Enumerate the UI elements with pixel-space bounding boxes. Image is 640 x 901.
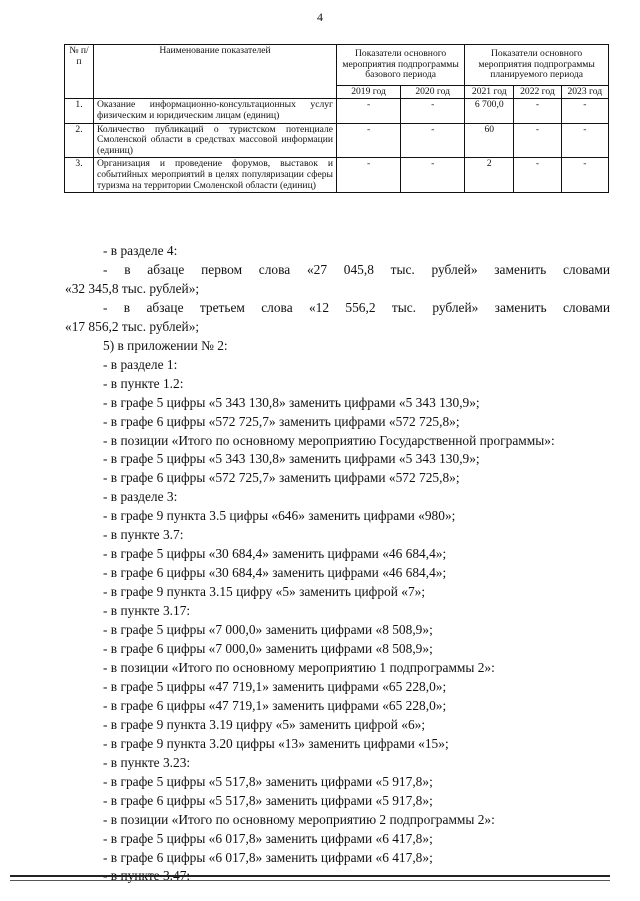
text-line: - в позиции «Итого по основному мероприятию 1 подпрограммы 2»: xyxy=(103,659,495,675)
table-row xyxy=(65,99,609,123)
text-line: - в графе 9 пункта 3.20 цифры «13» заменить цифрами «15»; xyxy=(103,735,449,751)
text-line: - в абзаце третьем слова «12 556,2 тыс. рублей» заменить словами xyxy=(103,299,610,315)
text-line: - в графе 5 цифры «30 684,4» заменить цифрами «46 684,4»; xyxy=(103,546,447,562)
text-line: - в графе 6 цифры «30 684,4» заменить цифрами «46 684,4»; xyxy=(103,565,447,581)
row-value: - xyxy=(514,158,561,193)
row-value: - xyxy=(337,99,401,123)
row-value: - xyxy=(401,99,465,123)
row-value: - xyxy=(561,158,608,193)
text-line: - в пункте 3.7: xyxy=(103,527,184,543)
year-cell: 2019 год xyxy=(337,85,401,99)
text-line: «32 345,8 тыс. рублей»; xyxy=(65,280,200,296)
footer-rule-thin xyxy=(10,880,610,881)
row-value: - xyxy=(561,99,608,123)
text-line: - в пункте 3.17: xyxy=(103,603,191,619)
text-line: - в пункте 3.23: xyxy=(103,754,191,770)
row-name: Оказание информационно-консультационных услуг физическим и юридическим лицам (единиц) xyxy=(94,99,337,123)
text-line: - в графе 5 цифры «7 000,0» заменить цифрами «8 508,9»; xyxy=(103,622,433,638)
text-line: - в графе 6 цифры «5 517,8» заменить цифрами «5 917,8»; xyxy=(103,792,433,808)
year-cell: 2021 год xyxy=(465,85,514,99)
text-line: - в абзаце первом слова «27 045,8 тыс. рублей» заменить словами xyxy=(103,261,610,277)
row-value: 60 xyxy=(465,123,514,158)
table-row xyxy=(65,123,609,158)
text-line: - в графе 6 цифры «572 725,7» заменить цифрами «572 725,8»; xyxy=(103,413,460,429)
row-name: Количество публикаций о туристском потенциале Смоленской области в средствах массовой информации (единиц) xyxy=(94,123,337,158)
page-number: 4 xyxy=(317,10,323,24)
text-line: - в графе 9 пункта 3.5 цифры «646» заменить цифрами «980»; xyxy=(103,508,456,524)
table-row xyxy=(65,158,609,193)
row-value: - xyxy=(401,123,465,158)
table-header-row xyxy=(65,45,609,86)
text-line: - в разделе 3: xyxy=(103,489,178,505)
text-line: 5) в приложении № 2: xyxy=(103,337,228,353)
text-line: «17 856,2 тыс. рублей»; xyxy=(65,318,200,334)
text-line: - в графе 5 цифры «6 017,8» заменить цифрами «6 417,8»; xyxy=(103,830,433,846)
text-line: - в разделе 4: xyxy=(103,243,178,258)
row-num: 1. xyxy=(65,99,94,123)
row-num: 2. xyxy=(65,123,94,158)
row-value: - xyxy=(337,158,401,193)
row-value: - xyxy=(561,123,608,158)
row-value: 2 xyxy=(465,158,514,193)
text-line: - в графе 5 цифры «5 517,8» заменить цифрами «5 917,8»; xyxy=(103,773,433,789)
row-name: Организация и проведение форумов, выставок и событийных мероприятий в целях популяризации сферы туризма на территории Смоленской области (единиц) xyxy=(94,158,337,193)
text-line: - в графе 9 пункта 3.19 цифру «5» заменить цифрой «6»; xyxy=(103,716,426,732)
row-value: 6 700,0 xyxy=(465,99,514,123)
row-num: 3. xyxy=(65,158,94,193)
text-line: - в позиции «Итого по основному мероприятию 2 подпрограммы 2»: xyxy=(103,811,495,827)
footer-rule xyxy=(10,875,610,877)
year-cell: 2022 год xyxy=(514,85,561,99)
header-name: Наименование показателей xyxy=(94,45,337,99)
year-cell: 2023 год xyxy=(561,85,608,99)
text-line: - в графе 6 цифры «6 017,8» заменить цифрами «6 417,8»; xyxy=(103,849,433,865)
text-line: - в позиции «Итого по основному мероприятию Государственной программы»: xyxy=(103,432,555,448)
text-line: - в разделе 1: xyxy=(103,356,178,372)
amendment-text xyxy=(65,242,610,886)
text-line: - в графе 5 цифры «47 719,1» заменить цифрами «65 228,0»; xyxy=(103,678,447,694)
row-value: - xyxy=(337,123,401,158)
text-line: - в графе 5 цифры «5 343 130,8» заменить цифрами «5 343 130,9»; xyxy=(103,451,480,467)
header-plan-period: Показатели основного мероприятия подпрограммы планируемого периода xyxy=(465,45,609,86)
text-line: - в графе 5 цифры «5 343 130,8» заменить цифрами «5 343 130,9»; xyxy=(103,394,480,410)
text-line: - в графе 6 цифры «47 719,1» заменить цифрами «65 228,0»; xyxy=(103,697,447,713)
row-value: - xyxy=(514,123,561,158)
row-value: - xyxy=(401,158,465,193)
year-cell: 2020 год xyxy=(401,85,465,99)
text-line: - в пункте 1.2: xyxy=(103,375,184,391)
text-line: - в графе 9 пункта 3.15 цифру «5» заменить цифрой «7»; xyxy=(103,584,426,600)
header-base-period: Показатели основного мероприятия подпрограммы базового периода xyxy=(337,45,465,86)
text-line: - в графе 6 цифры «7 000,0» заменить цифрами «8 508,9»; xyxy=(103,641,433,657)
text-line: - в графе 6 цифры «572 725,7» заменить цифрами «572 725,8»; xyxy=(103,470,460,486)
row-value: - xyxy=(514,99,561,123)
header-num: № п/п xyxy=(65,45,94,99)
indicators-table xyxy=(64,44,609,193)
